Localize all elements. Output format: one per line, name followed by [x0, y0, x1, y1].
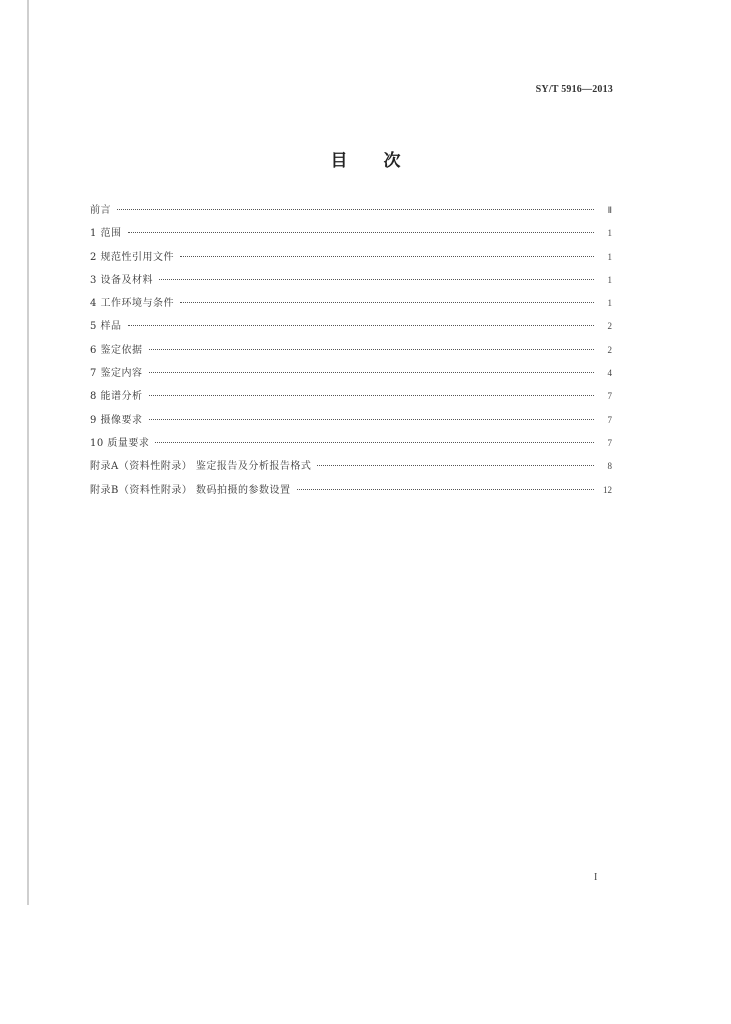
toc-entry-label: 1 范围 — [90, 228, 122, 240]
toc-entry — [90, 481, 612, 504]
toc-leader-dots — [180, 302, 594, 303]
toc-entry-label: 5 样品 — [90, 321, 122, 333]
scan-edge-line — [27, 0, 29, 905]
toc-leader-dots — [128, 232, 594, 233]
toc-leader-dots — [149, 419, 594, 420]
toc-entry-page: Ⅱ — [607, 205, 612, 215]
toc-entry — [90, 317, 612, 340]
toc-leader-dots — [149, 372, 594, 373]
toc-entry-page: 7 — [607, 414, 612, 425]
table-of-contents — [90, 201, 612, 504]
toc-entry-label: 7 鉴定内容 — [90, 368, 143, 380]
page-number: I — [594, 872, 598, 883]
toc-leader-dots — [180, 256, 594, 257]
toc-entry — [90, 248, 612, 271]
toc-entry-page: 7 — [607, 391, 612, 402]
toc-entry — [90, 387, 612, 410]
toc-entry-page: 1 — [607, 298, 612, 309]
toc-entry-label: 10 质量要求 — [90, 437, 150, 449]
toc-entry — [90, 341, 612, 364]
toc-entry-page: 2 — [607, 344, 612, 355]
toc-entry-page: 8 — [607, 461, 612, 472]
toc-entry-page: 12 — [603, 484, 612, 495]
toc-entry — [90, 294, 612, 317]
toc-entry — [90, 201, 612, 224]
toc-entry — [90, 271, 612, 294]
toc-entry-page: 1 — [607, 251, 612, 262]
toc-entry-label: 附录B（资料性附录） 数码拍摄的参数设置 — [90, 484, 291, 496]
toc-leader-dots — [149, 349, 594, 350]
title-char-2: 次 — [383, 151, 401, 171]
toc-leader-dots — [297, 489, 594, 490]
toc-leader-dots — [149, 395, 594, 396]
toc-entry-page: 4 — [607, 368, 612, 379]
toc-entry — [90, 434, 612, 457]
toc-entry — [90, 411, 612, 434]
toc-entry-page: 2 — [607, 321, 612, 332]
toc-entry-label: 8 能谱分析 — [90, 391, 143, 403]
toc-entry-label: 前言 — [90, 205, 111, 216]
toc-entry-page: 1 — [607, 228, 612, 239]
standard-code: SY/T 5916—2013 — [535, 84, 613, 95]
toc-entry — [90, 457, 612, 480]
toc-entry-label: 3 设备及材料 — [90, 274, 154, 286]
toc-entry-label: 9 摄像要求 — [90, 414, 143, 426]
toc-entry-label: 2 规范性引用文件 — [90, 251, 175, 263]
toc-entry-label: 6 鉴定依据 — [90, 344, 143, 356]
toc-leader-dots — [317, 465, 594, 466]
toc-entry — [90, 364, 612, 387]
title-char-1: 目 — [330, 151, 348, 171]
toc-entry-page: 7 — [607, 437, 612, 448]
toc-entry-page: 1 — [607, 274, 612, 285]
page-title — [0, 146, 731, 171]
toc-leader-dots — [159, 279, 594, 280]
toc-leader-dots — [155, 442, 594, 443]
toc-leader-dots — [128, 325, 594, 326]
toc-entry-label: 4 工作环境与条件 — [90, 298, 175, 310]
toc-entry-label: 附录A（资料性附录） 鉴定报告及分析报告格式 — [90, 461, 312, 473]
toc-entry — [90, 224, 612, 247]
toc-leader-dots — [117, 209, 594, 210]
